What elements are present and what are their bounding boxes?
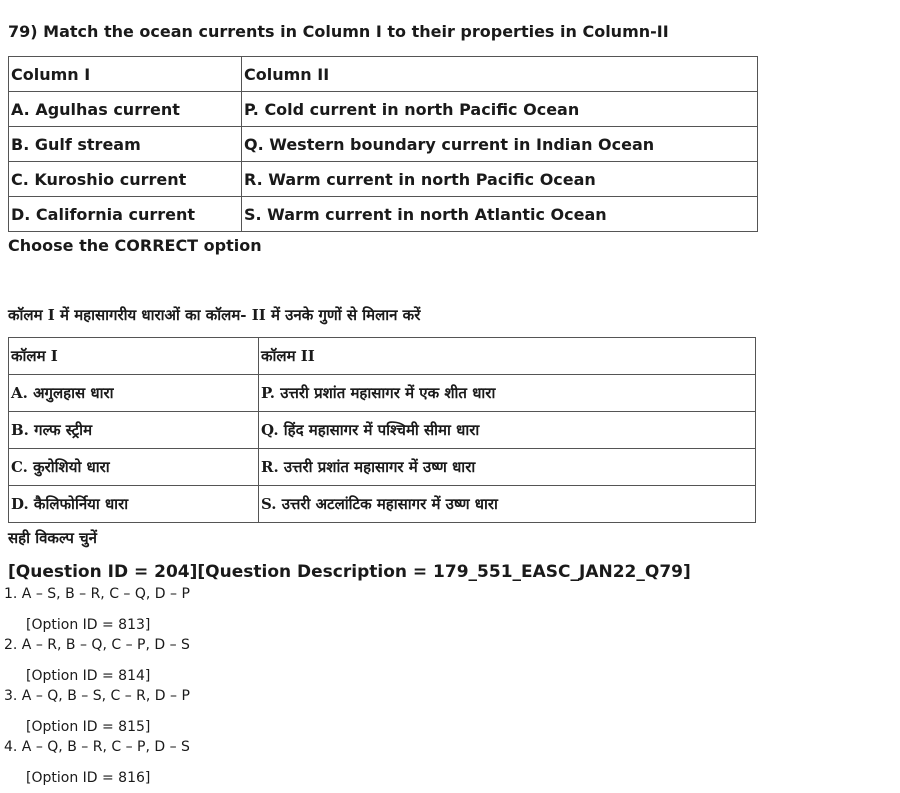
option-id: [Option ID = 816] (26, 770, 151, 786)
table-cell: A. अगुलहास धारा (9, 375, 259, 412)
table-cell: A. Agulhas current (9, 92, 242, 127)
table-header-row (9, 57, 758, 92)
english-match-table (8, 56, 758, 232)
column-header: Column I (9, 57, 242, 92)
table-cell: R. Warm current in north Pacific Ocean (242, 162, 758, 197)
column-header: Column II (242, 57, 758, 92)
table-cell: Q. Western boundary current in Indian Ocean (242, 127, 758, 162)
table-cell: B. गल्फ स्ट्रीम (9, 412, 259, 449)
table-row (9, 449, 756, 486)
table-cell: D. California current (9, 197, 242, 232)
choose-option-en: Choose the CORRECT option (8, 236, 262, 255)
table-row (9, 92, 758, 127)
table-cell: R. उत्तरी प्रशांत महासागर में उष्ण धारा (259, 449, 756, 486)
option-id: [Option ID = 814] (26, 668, 151, 684)
table-row (9, 412, 756, 449)
table-row (9, 162, 758, 197)
hindi-match-table (8, 337, 756, 523)
table-cell: S. Warm current in north Atlantic Ocean (242, 197, 758, 232)
hindi-question-title: कॉलम I में महासागरीय धाराओं का कॉलम- II में उनके गुणों से मिलान करें (8, 306, 421, 324)
table-header-row (9, 338, 756, 375)
column-header: कॉलम I (9, 338, 259, 375)
choose-option-hi: सही विकल्प चुनें (8, 529, 97, 547)
option-id: [Option ID = 813] (26, 617, 151, 633)
table-row (9, 127, 758, 162)
table-row (9, 197, 758, 232)
option-2[interactable]: 2. A – R, B – Q, C – P, D – S (4, 637, 190, 653)
table-cell: C. Kuroshio current (9, 162, 242, 197)
table-row (9, 486, 756, 523)
option-3[interactable]: 3. A – Q, B – S, C – R, D – P (4, 688, 190, 704)
table-row (9, 375, 756, 412)
table-cell: S. उत्तरी अटलांटिक महासागर में उष्ण धारा (259, 486, 756, 523)
table-cell: C. कुरोशियो धारा (9, 449, 259, 486)
question-title: 79) Match the ocean currents in Column I to their properties in Column-II (8, 22, 669, 41)
table-cell: P. उत्तरी प्रशांत महासागर में एक शीत धारा (259, 375, 756, 412)
table-cell: Q. हिंद महासागर में पश्चिमी सीमा धारा (259, 412, 756, 449)
table-cell: B. Gulf stream (9, 127, 242, 162)
table-cell: P. Cold current in north Pacific Ocean (242, 92, 758, 127)
option-4[interactable]: 4. A – Q, B – R, C – P, D – S (4, 739, 190, 755)
column-header: कॉलम II (259, 338, 756, 375)
option-id: [Option ID = 815] (26, 719, 151, 735)
table-cell: D. कैलिफोर्निया धारा (9, 486, 259, 523)
option-1[interactable]: 1. A – S, B – R, C – Q, D – P (4, 586, 190, 602)
question-id-line: [Question ID = 204][Question Description = 179_551_EASC_JAN22_Q79] (8, 562, 691, 582)
